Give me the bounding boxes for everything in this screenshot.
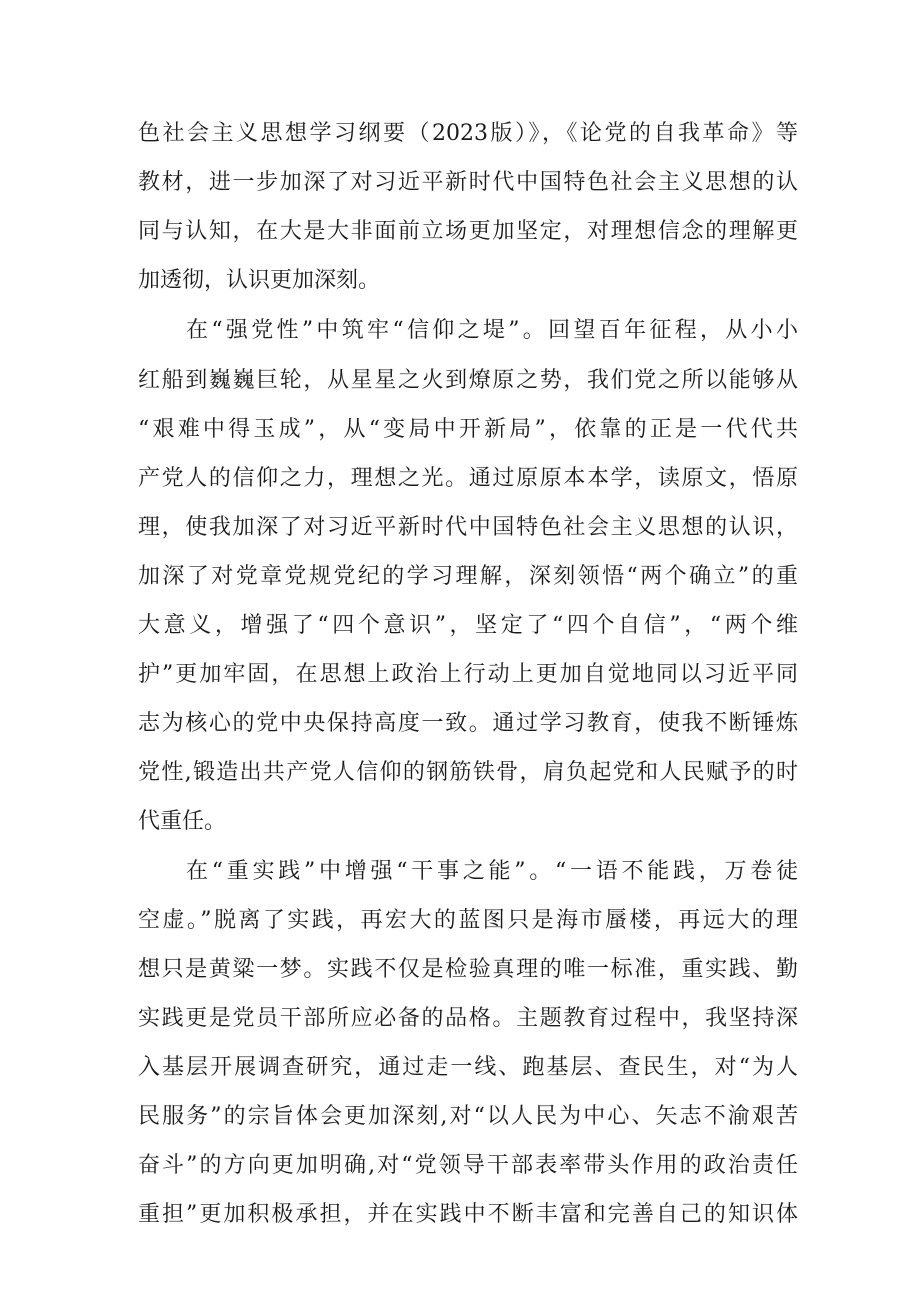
text-line: 大意义，增强了“四个意识”，坚定了“四个自信”，“两个维 (138, 613, 798, 638)
text-line: 同与认知，在大是大非面前立场更加坚定，对理想信念的理解更 (138, 219, 798, 244)
text-line: 奋斗”的方向更加明确,对“党领导干部表率带头作用的政治责任 (138, 1153, 798, 1178)
text-line: “艰难中得玉成”，从“变局中开新局”，依靠的正是一代代共 (138, 417, 798, 442)
text-line: 代重任。 (138, 809, 227, 834)
text-line: 民服务”的宗旨体会更加深刻,对“以人民为中心、矢志不渝艰苦 (138, 1104, 798, 1129)
text-line: 实践更是党员干部所应必备的品格。主题教育过程中，我坚持深 (138, 1006, 798, 1031)
text-line: 想只是黄粱一梦。实践不仅是检验真理的唯一标准，重实践、勤 (138, 957, 798, 982)
text-line: 加透彻，认识更加深刻。 (138, 268, 381, 293)
text-line: 党性,锻造出共产党人信仰的钢筋铁骨，肩负起党和人民赋予的时 (138, 760, 798, 785)
text-line: 色社会主义思想学习纲要（2023版）》，《论党的自我革命》等 (138, 121, 798, 146)
text-line: 加深了对党章党规党纪的学习理解，深刻领悟“两个确立”的重 (138, 564, 798, 589)
paragraph-heading-line: 在“强党性”中筑牢“信仰之堤”。回望百年征程，从小小 (186, 318, 798, 343)
paragraph-heading-line: 在“重实践”中增强“干事之能”。“一语不能践，万卷徒 (186, 859, 798, 884)
text-line: 志为核心的党中央保持高度一致。通过学习教育，使我不断锤炼 (138, 711, 798, 736)
text-line: 产党人的信仰之力，理想之光。通过原原本本学，读原文，悟原 (138, 466, 798, 491)
text-line: 重担”更加积极承担，并在实践中不断丰富和完善自己的知识体 (138, 1202, 798, 1227)
text-line: 入基层开展调查研究，通过走一线、跑基层、查民生，对“为人 (138, 1055, 798, 1080)
text-line: 护”更加牢固，在思想上政治上行动上更加自觉地同以习近平同 (138, 662, 798, 687)
text-line: 教材，进一步加深了对习近平新时代中国特色社会主义思想的认 (138, 170, 798, 195)
text-line: 红船到巍巍巨轮，从星星之火到燎原之势，我们党之所以能够从 (138, 368, 798, 393)
text-line: 空虚。”脱离了实践，再宏大的蓝图只是海市蜃楼，再远大的理 (138, 908, 798, 933)
text-line: 理，使我加深了对习近平新时代中国特色社会主义思想的认识， (138, 515, 798, 540)
